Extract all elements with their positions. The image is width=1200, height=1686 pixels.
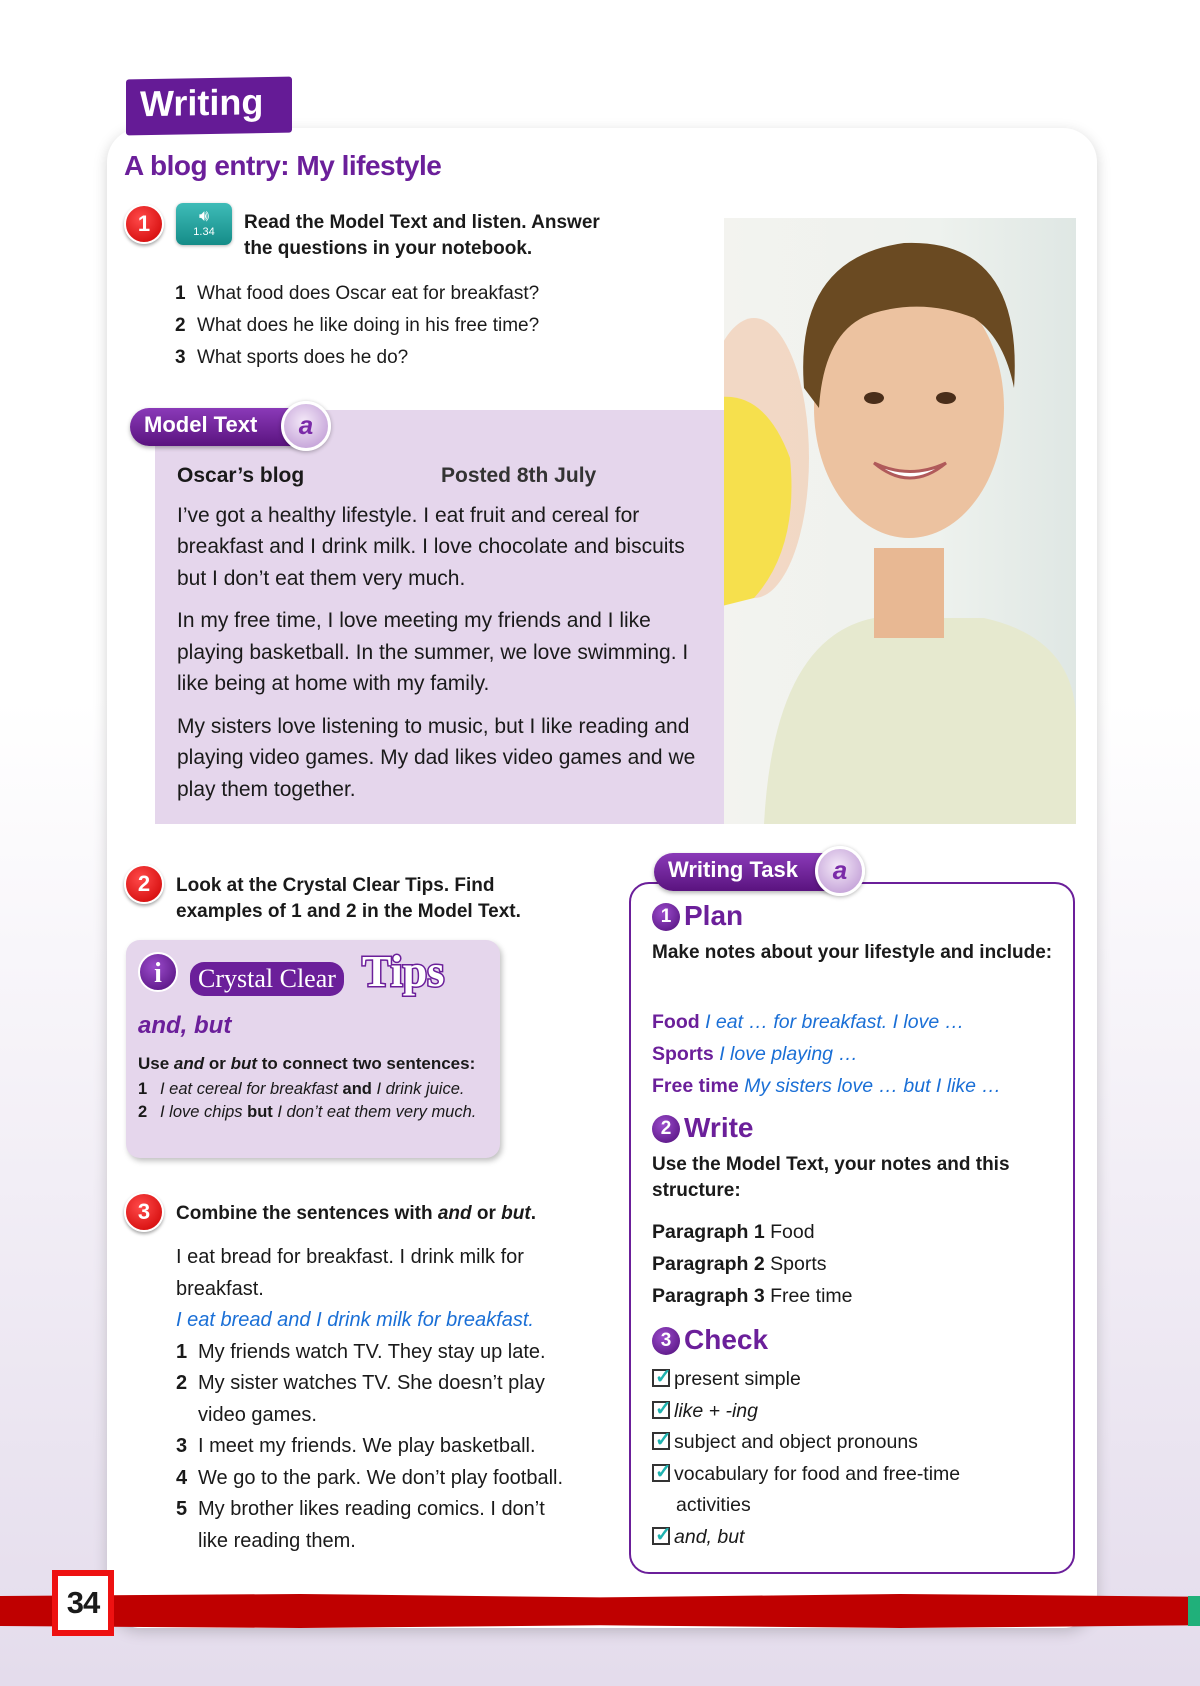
blog-title: Oscar’s blog: [177, 464, 305, 487]
example-sentence: I eat bread for breakfast. I drink milk for breakfast.: [176, 1246, 524, 1300]
checkbox-checked-icon: [652, 1464, 670, 1482]
paragraph-item: Paragraph 2 Sports: [652, 1253, 827, 1275]
instruction-line: examples of 1 and 2 in the Model Text.: [176, 901, 521, 922]
check-heading: 3 Check: [652, 1324, 768, 1356]
exercise-3-items: [176, 1242, 576, 1557]
plan-item: Free time My sisters love … but I like …: [652, 1075, 1001, 1097]
instruction-line: Read the Model Text and listen. Answer: [244, 212, 600, 233]
plan-instruction: Make notes about your lifestyle and include:: [652, 942, 1053, 963]
footer-band: [0, 1594, 1200, 1628]
blog-header: [177, 460, 717, 492]
instruction-line: the questions in your notebook.: [244, 238, 533, 259]
question-item: 3 What sports does he do?: [175, 347, 409, 368]
model-text-content: [177, 460, 717, 816]
photo-illustration: [724, 218, 1076, 824]
example-answer: I eat bread and I drink milk for breakfast.: [176, 1309, 534, 1331]
boy-photo: [724, 218, 1076, 824]
step-number-icon: 1: [652, 903, 680, 931]
checkbox-checked-icon: [652, 1369, 670, 1387]
exercise-2-instruction: [176, 873, 521, 925]
tips-example: 2 I love chips but I don’t eat them very much.: [138, 1103, 477, 1121]
tips-example: 1 I eat cereal for breakfast and I drink juice.: [138, 1080, 465, 1098]
write-instruction: Use the Model Text, your notes and this structure:: [652, 1154, 1010, 1201]
model-text-label: Model Text: [130, 408, 320, 446]
exercise-1-number: 1: [124, 204, 164, 244]
exercise-item: 3 I meet my friends. We play basketball.: [176, 1435, 536, 1457]
footer-tab: [1188, 1596, 1200, 1626]
pen-icon: a: [281, 401, 331, 451]
checklist-item: ✓and, but: [652, 1522, 960, 1554]
blog-posted-date: Posted 8th July: [441, 464, 597, 487]
plan-heading: 1 Plan: [652, 900, 743, 932]
audio-button[interactable]: [176, 203, 232, 245]
exercise-2-number: 2: [124, 864, 164, 904]
model-paragraph: I’ve got a healthy lifestyle. I eat fruit and cereal for breakfast and I drink milk. I love chocolate and biscuits but I don’t eat them very much.: [177, 503, 685, 590]
paragraph-item: Paragraph 3 Free time: [652, 1285, 853, 1307]
speaker-icon: 🔊︎: [198, 208, 210, 225]
checklist-item: ✓vocabulary for food and free-time: [652, 1459, 960, 1491]
checklist: [652, 1364, 960, 1553]
tips-brand: Crystal Clear: [190, 962, 344, 996]
page-number: 34: [52, 1570, 114, 1636]
tips-subtitle: and, but: [138, 1012, 232, 1039]
tips-examples: [138, 1078, 493, 1124]
audio-track: 1.34: [193, 226, 215, 238]
section-tab: Writing: [126, 77, 292, 136]
plan-items: [652, 1006, 1001, 1102]
model-paragraph: In my free time, I love meeting my friends and I like playing basketball. In the summer, we love swimming. I like being at home with my family.: [177, 609, 689, 695]
write-heading: 2 Write: [652, 1112, 754, 1144]
step-number-icon: 2: [652, 1115, 680, 1143]
question-item: 2 What does he like doing in his free time?: [175, 315, 540, 336]
step-number-icon: 3: [652, 1327, 680, 1355]
checklist-item-continued: activities: [676, 1494, 751, 1516]
writing-task-label: Writing Task: [654, 853, 850, 891]
paragraph-structure: [652, 1216, 853, 1312]
exercise-3-number: 3: [124, 1192, 164, 1232]
tips-brand-title: Tips: [362, 947, 445, 996]
crystal-clear-tips: [126, 940, 500, 1158]
instruction-line: Look at the Crystal Clear Tips. Find: [176, 875, 495, 896]
checkbox-checked-icon: [652, 1401, 670, 1419]
exercise-item: 2 My sister watches TV. She doesn’t play video games.: [176, 1372, 545, 1426]
exercise-item: 1 My friends watch TV. They stay up late.: [176, 1340, 546, 1363]
model-paragraph: My sisters love listening to music, but I like reading and playing video games. My dad likes video games and we play them together.: [177, 714, 696, 801]
tips-rule: Use and or but to connect two sentences:: [138, 1054, 476, 1073]
checkbox-checked-icon: [652, 1432, 670, 1450]
page-title: A blog entry: My lifestyle: [124, 150, 442, 181]
paragraph-item: Paragraph 1 Food: [652, 1221, 815, 1243]
checklist-item: ✓present simple: [652, 1364, 960, 1396]
pen-icon: a: [815, 846, 865, 896]
plan-item: Food I eat … for breakfast. I love …: [652, 1011, 965, 1033]
plan-item: Sports I love playing …: [652, 1043, 858, 1065]
question-item: 1 What food does Oscar eat for breakfast?: [175, 283, 540, 304]
info-icon: i: [138, 952, 178, 992]
checkbox-checked-icon: [652, 1527, 670, 1545]
exercise-item: 5 My brother likes reading comics. I don’t like reading them.: [176, 1498, 545, 1552]
exercise-item: 4 We go to the park. We don’t play football.: [176, 1466, 564, 1489]
checklist-item: ✓subject and object pronouns: [652, 1427, 960, 1459]
exercise-3-instruction: Combine the sentences with and or but.: [176, 1203, 536, 1224]
question-list: [175, 278, 539, 374]
checklist-item: ✓like + -ing: [652, 1396, 960, 1428]
exercise-1-instruction: [244, 210, 600, 262]
